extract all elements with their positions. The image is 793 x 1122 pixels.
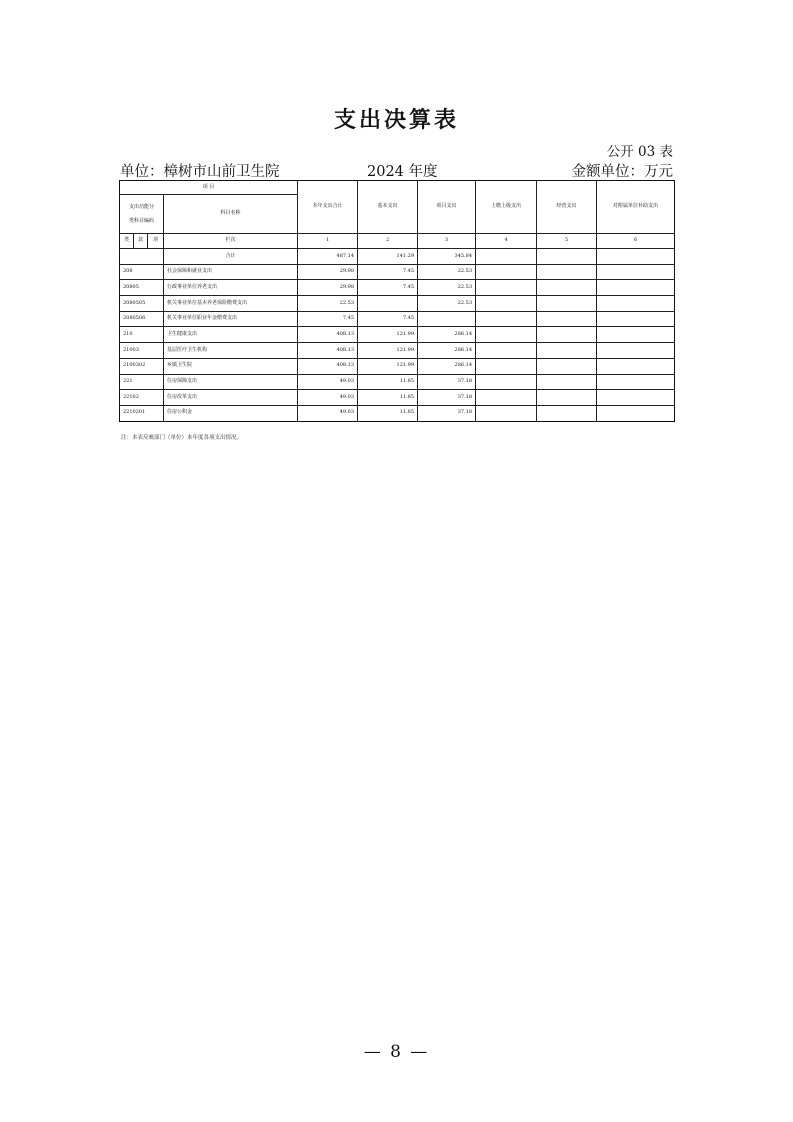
row-total: 7.45: [298, 311, 358, 327]
row-code: 208: [120, 264, 164, 280]
row-total: 22.53: [298, 296, 358, 312]
row-business: [537, 343, 597, 359]
report-year: 2024 年度: [367, 164, 438, 180]
row-upper: [476, 280, 537, 296]
header-basic: 基本支出: [358, 181, 418, 234]
header-func-code-line1: 支出功能分: [128, 204, 154, 210]
row-business: [537, 405, 597, 421]
row-subsidy: [597, 374, 675, 390]
total-label: 合计: [164, 249, 298, 265]
total-basic: 141.29: [358, 249, 418, 265]
header-col-index: 栏次: [164, 234, 298, 249]
row-subject-name: 基层医疗卫生机构: [164, 343, 298, 359]
header-business: 经营支出: [537, 181, 597, 234]
expenditure-table: [119, 180, 675, 422]
row-code: 22102: [120, 390, 164, 406]
row-basic: [358, 296, 418, 312]
row-project: [418, 311, 476, 327]
row-business: [537, 374, 597, 390]
header-upper: 上缴上级支出: [476, 181, 537, 234]
row-basic: 7.45: [358, 264, 418, 280]
row-basic: 11.85: [358, 390, 418, 406]
row-subject-name: 住房改革支出: [164, 390, 298, 406]
row-total: 408.13: [298, 358, 358, 374]
index-3: 3: [418, 234, 476, 249]
row-basic: 121.99: [358, 358, 418, 374]
currency-unit: 金额单位：万元: [571, 164, 673, 180]
row-basic: 7.45: [358, 311, 418, 327]
row-business: [537, 327, 597, 343]
row-project: 286.14: [418, 327, 476, 343]
row-project: 37.18: [418, 374, 476, 390]
row-subject-name: 机关事业单位基本养老保险缴费支出: [164, 296, 298, 312]
row-project: 22.53: [418, 280, 476, 296]
total-business: [537, 249, 597, 265]
row-upper: [476, 296, 537, 312]
row-subject-name: 卫生健康支出: [164, 327, 298, 343]
unit-line: [120, 160, 673, 180]
row-total: 29.98: [298, 264, 358, 280]
row-business: [537, 264, 597, 280]
total-code-cell: [120, 249, 164, 265]
row-total: 408.13: [298, 327, 358, 343]
header-subject-name: 科目名称: [164, 195, 298, 234]
row-project: 286.14: [418, 343, 476, 359]
total-project: 345.84: [418, 249, 476, 265]
row-subject-name: 住房保障支出: [164, 374, 298, 390]
table-row: [120, 390, 675, 406]
row-code: 20805: [120, 280, 164, 296]
header-func-code: [120, 195, 164, 234]
header-func-code-line2: 类科目编码: [128, 218, 154, 224]
total-upper: [476, 249, 537, 265]
table-row: [120, 343, 675, 359]
row-business: [537, 311, 597, 327]
row-basic: 121.99: [358, 343, 418, 359]
header-lei: 类: [120, 234, 134, 249]
index-4: 4: [476, 234, 537, 249]
row-subject-name: 住房公积金: [164, 405, 298, 421]
row-subsidy: [597, 280, 675, 296]
row-business: [537, 280, 597, 296]
row-upper: [476, 358, 537, 374]
header-project: 项 目: [120, 181, 298, 195]
row-upper: [476, 343, 537, 359]
row-upper: [476, 390, 537, 406]
row-upper: [476, 311, 537, 327]
page-title: 支出决算表: [333, 108, 459, 133]
row-code: 21003: [120, 343, 164, 359]
table-row: [120, 296, 675, 312]
row-subject-name: 社会保障和就业支出: [164, 264, 298, 280]
header-kuan: 款: [134, 234, 148, 249]
row-upper: [476, 327, 537, 343]
row-project: 22.53: [418, 296, 476, 312]
row-project: 37.18: [418, 405, 476, 421]
row-business: [537, 390, 597, 406]
row-upper: [476, 374, 537, 390]
row-subsidy: [597, 264, 675, 280]
table-row: [120, 264, 675, 280]
header-total: 本年支出合计: [298, 181, 358, 234]
row-code: 2080505: [120, 296, 164, 312]
row-project: 37.18: [418, 390, 476, 406]
header-project-exp: 项目支出: [418, 181, 476, 234]
row-upper: [476, 264, 537, 280]
table-note: 注：本表反映部门（单位）本年度各项支出情况。: [121, 435, 243, 441]
row-business: [537, 296, 597, 312]
header-subsidy: 对附属单位补助支出: [597, 181, 675, 234]
row-subsidy: [597, 311, 675, 327]
row-code: 2210201: [120, 405, 164, 421]
row-subsidy: [597, 327, 675, 343]
total-subsidy: [597, 249, 675, 265]
row-total: 49.03: [298, 390, 358, 406]
row-basic: 7.45: [358, 280, 418, 296]
row-business: [537, 358, 597, 374]
row-subject-name: 乡镇卫生院: [164, 358, 298, 374]
row-code: 221: [120, 374, 164, 390]
table-row: [120, 374, 675, 390]
row-code: 2080506: [120, 311, 164, 327]
page-number: — 8 —: [363, 1042, 430, 1062]
row-upper: [476, 405, 537, 421]
row-subsidy: [597, 343, 675, 359]
table-row: [120, 405, 675, 421]
index-5: 5: [537, 234, 597, 249]
row-total: 49.03: [298, 374, 358, 390]
header-xiang: 项: [148, 234, 164, 249]
row-subsidy: [597, 296, 675, 312]
row-subsidy: [597, 405, 675, 421]
table-row: [120, 358, 675, 374]
row-subsidy: [597, 358, 675, 374]
row-subject-name: 机关事业单位职业年金缴费支出: [164, 311, 298, 327]
row-code: 2100302: [120, 358, 164, 374]
row-subsidy: [597, 390, 675, 406]
row-total: 29.98: [298, 280, 358, 296]
table-row: [120, 327, 675, 343]
index-2: 2: [358, 234, 418, 249]
row-basic: 121.99: [358, 327, 418, 343]
row-total: 408.13: [298, 343, 358, 359]
table-row: [120, 280, 675, 296]
total-total: 487.14: [298, 249, 358, 265]
form-code: 公开 03 表: [606, 144, 673, 160]
index-1: 1: [298, 234, 358, 249]
row-total: 49.03: [298, 405, 358, 421]
row-subject-name: 行政事业单位养老支出: [164, 280, 298, 296]
row-project: 286.14: [418, 358, 476, 374]
row-basic: 11.85: [358, 374, 418, 390]
row-project: 22.53: [418, 264, 476, 280]
table-row: [120, 311, 675, 327]
row-basic: 11.85: [358, 405, 418, 421]
row-code: 210: [120, 327, 164, 343]
unit-name: 单位：樟树市山前卫生院: [120, 164, 280, 180]
index-6: 6: [597, 234, 675, 249]
